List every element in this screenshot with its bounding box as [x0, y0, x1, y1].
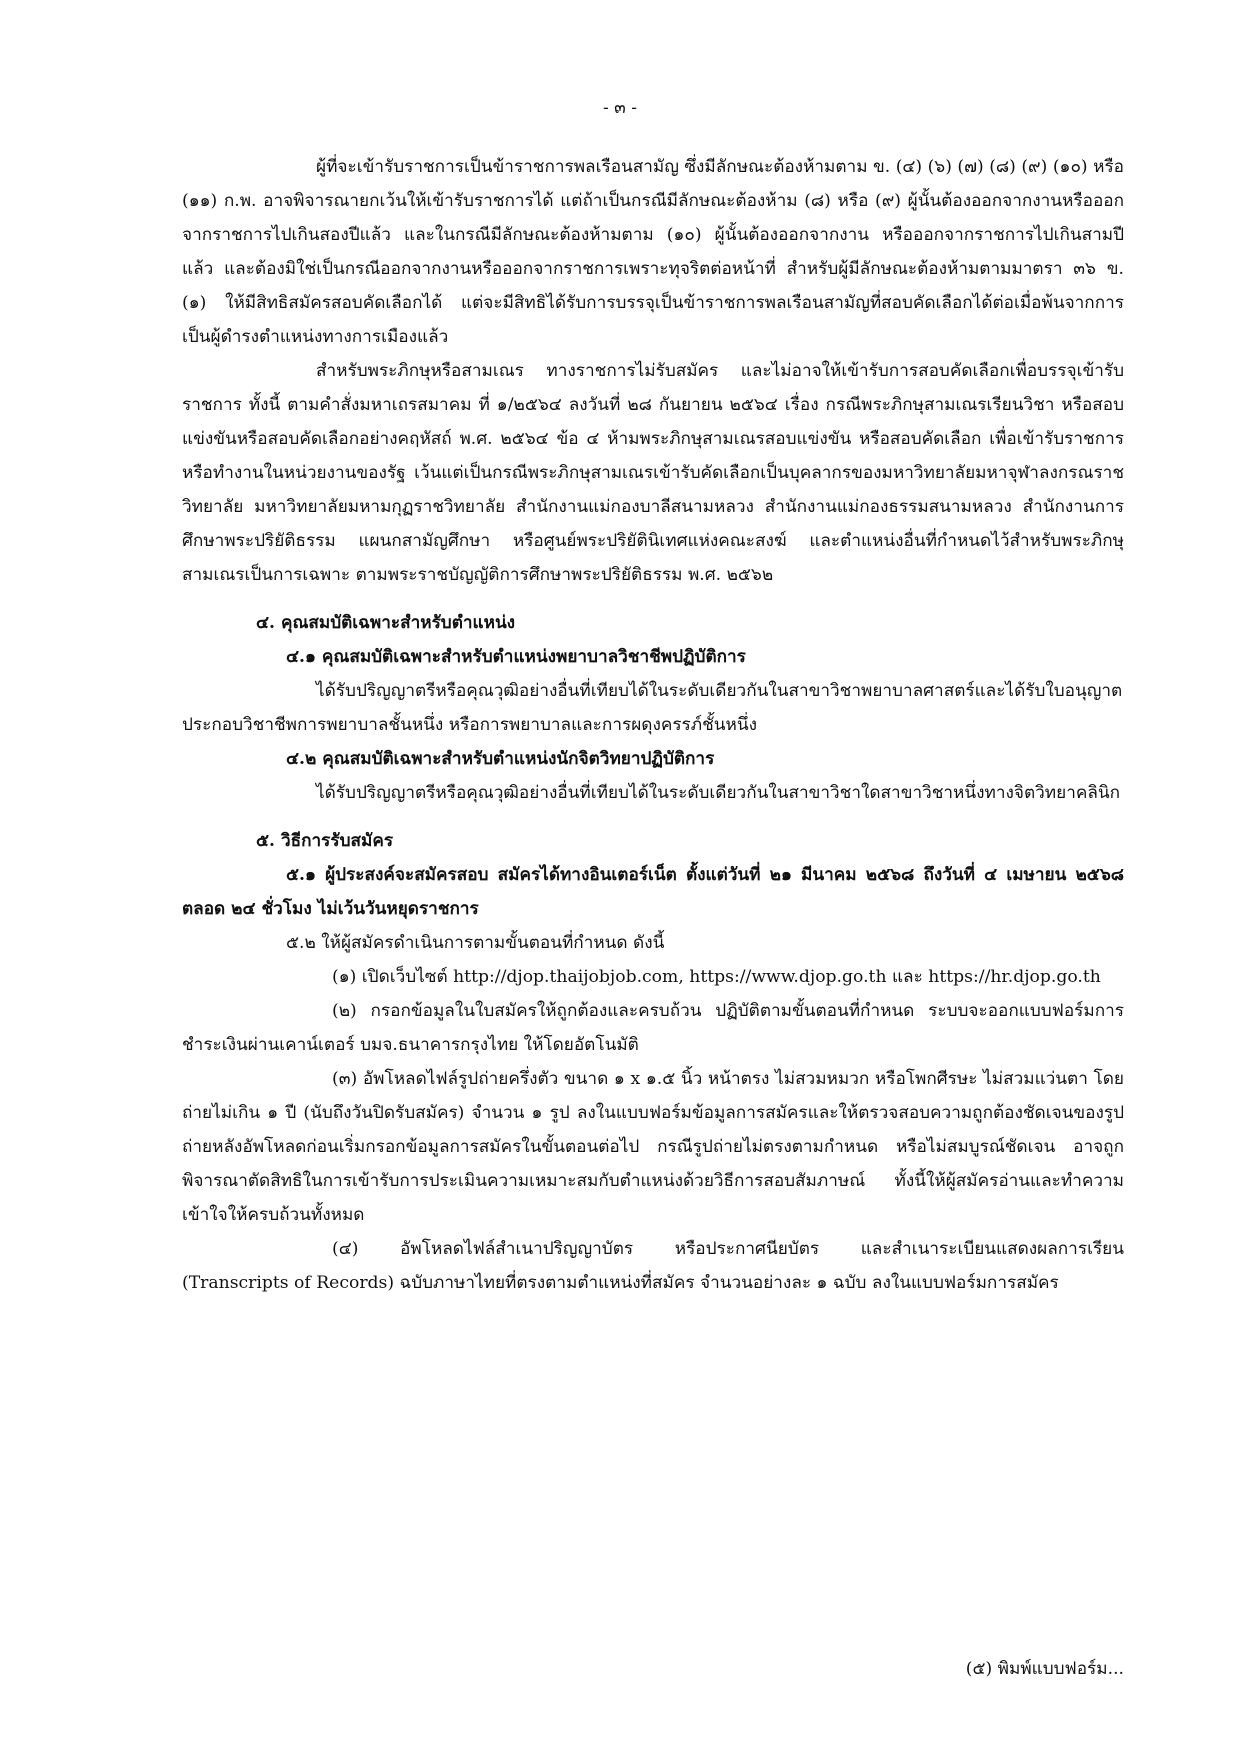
step-3-upload-photo: (๓) อัพโหลดไฟล์รูปถ่ายครึ่งตัว ขนาด ๑ x ๑.๕ นิ้ว หน้าตรง ไม่สวมหมวก หรือโพกศีรษะ ไม่สวมแว่นตา โดยถ่ายไม่เกิน ๑ ปี (นับถึงวันปิดรับสมัคร) จำนวน ๑ รูป ลงในแบบฟอร์มข้อมูลการสมัครและให้ตรวจสอบความถูกต้องชัดเจนของรูปถ่ายหลังอัพโหลดก่อนเริ่มกรอกข้อมูลการสมัครในขั้นตอนต่อไป กรณีรูปถ่ายไม่ตรงตามกำหนด หรือไม่สมบูรณ์ชัดเจน อาจถูกพิจารณาตัดสิทธิในการเข้ารับการประเมินความเหมาะสมกับตำแหน่งด้วยวิธีการสอบสัมภาษณ์ ทั้งนี้ให้ผู้สมัครอ่านและทำความเข้าใจให้ครบถ้วนทั้งหมด — [182, 1069, 1124, 1225]
section-heading-application: ๕. วิธีการรับสมัคร — [256, 831, 394, 851]
section-heading-qualifications: ๔. คุณสมบัติเฉพาะสำหรับตำแหน่ง — [256, 613, 516, 633]
paragraph-nurse-qualification: ได้รับปริญญาตรีหรือคุณวุฒิอย่างอื่นที่เทียบได้ในระดับเดียวกันในสาขาวิชาพยาบาลศาสตร์และได้รับใบอนุญาตประกอบวิชาชีพการพยาบาลชั้นหนึ่ง หรือการพยาบาลและการผดุงครรภ์ชั้นหนึ่ง — [182, 681, 1123, 735]
step-1-websites: (๑) เปิดเว็บไซต์ http://djop.thaijobjob.com, https://www.djop.go.th และ https://hr.djop.go.th — [332, 967, 1101, 987]
step-2-fill-form: (๒) กรอกข้อมูลในใบสมัครให้ถูกต้องและครบถ้วน ปฏิบัติตามขั้นตอนที่กำหนด ระบบจะออกแบบฟอร์มการชำระเงินผ่านเคาน์เตอร์ บมจ.ธนาคารกรุงไทย ให้โดยอัตโนมัติ — [182, 1001, 1124, 1055]
paragraph-psychologist-qualification: ได้รับปริญญาตรีหรือคุณวุฒิอย่างอื่นที่เทียบได้ในระดับเดียวกันในสาขาวิชาใดสาขาวิชาหนึ่งทางจิตวิทยาคลินิก — [316, 783, 1121, 803]
paragraph-application-period: ๕.๑ ผู้ประสงค์จะสมัครสอบ สมัครได้ทางอินเตอร์เน็ต ตั้งแต่วันที่ ๒๑ มีนาคม ๒๕๖๘ ถึงวันที่ ๔ เมษายน ๒๕๖๘ ตลอด ๒๔ ชั่วโมง ไม่เว้นวันหยุดราชการ — [182, 865, 1124, 919]
paragraph-application-steps: ๕.๒ ให้ผู้สมัครดำเนินการตามขั้นตอนที่กำหนด ดังนี้ — [286, 933, 665, 953]
paragraph-monks-novices: สำหรับพระภิกษุหรือสามเณร ทางราชการไม่รับสมัคร และไม่อาจให้เข้ารับการสอบคัดเลือกเพื่อบรรจุเข้ารับราชการ ทั้งนี้ ตามคำสั่งมหาเถรสมาคม ที่ ๑/๒๕๖๔ ลงวันที่ ๒๘ กันยายน ๒๕๖๔ เรื่อง กรณีพระภิกษุสามเณรเรียนวิชา หรือสอบแข่งขันหรือสอบคัดเลือกอย่างคฤหัสถ์ พ.ศ. ๒๕๖๔ ข้อ ๔ ห้ามพระภิกษุสามเณรสอบแข่งขัน หรือสอบคัดเลือก เพื่อเข้ารับราชการ หรือทำงานในหน่วยงานของรัฐ เว้นแต่เป็นกรณีพระภิกษุสามเณรเข้ารับคัดเลือกเป็นบุคลากรของมหาวิทยาลัยมหาจุฬาลงกรณราชวิทยาลัย มหาวิทยาลัยมหามกุฏราชวิทยาลัย สำนักงานแม่กองบาลีสนามหลวง สำนักงานแม่กองธรรมสนามหลวง สำนักงานการศึกษาพระปริยัติธรรม แผนกสามัญศึกษา หรือศูนย์พระปริยัตินิเทศแห่งคณะสงฆ์ และตำแหน่งอื่นที่กำหนดไว้สำหรับพระภิกษุสามเณรเป็นการเฉพาะ ตามพระราชบัญญัติการศึกษาพระปริยัติธรรม พ.ศ. ๒๕๖๒ — [182, 361, 1125, 585]
page-continuation: (๕) พิมพ์แบบฟอร์ม... — [965, 1659, 1124, 1679]
document-body — [182, 150, 1124, 1300]
page-number: - ๓ - — [603, 98, 637, 118]
step-4-upload-documents: (๔) อัพโหลดไฟล์สำเนาปริญญาบัตร หรือประกาศนียบัตร และสำเนาระเบียนแสดงผลการเรียน (Transcripts of Records) ฉบับภาษาไทยที่ตรงตามตำแหน่งที่สมัคร จำนวนอย่างละ ๑ ฉบับ ลงในแบบฟอร์มการสมัคร — [182, 1239, 1124, 1293]
paragraph-prohibited-characteristics: ผู้ที่จะเข้ารับราชการเป็นข้าราชการพลเรือนสามัญ ซึ่งมีลักษณะต้องห้ามตาม ข. (๔) (๖) (๗) (๘) (๙) (๑๐) หรือ (๑๑) ก.พ. อาจพิจารณายกเว้นให้เข้ารับราชการได้ แต่ถ้าเป็นกรณีมีลักษณะต้องห้าม (๘) หรือ (๙) ผู้นั้นต้องออกจากงานหรือออกจากราชการไปเกินสองปีแล้ว และในกรณีมีลักษณะต้องห้ามตาม (๑๐) ผู้นั้นต้องออกจากงาน หรือออกจากราชการไปเกินสามปีแล้ว และต้องมิใช่เป็นกรณีออกจากงานหรือออกจากราชการเพราะทุจริตต่อหน้าที่ สำหรับผู้มีลักษณะต้องห้ามตามมาตรา ๓๖ ข. (๑) ให้มีสิทธิสมัครสอบคัดเลือกได้ แต่จะมีสิทธิได้รับการบรรจุเป็นข้าราชการพลเรือนสามัญที่สอบคัดเลือกได้ต่อเมื่อพ้นจากการเป็นผู้ดำรงตำแหน่งทางการเมืองแล้ว — [182, 157, 1124, 347]
subsection-heading-nurse: ๔.๑ คุณสมบัติเฉพาะสำหรับตำแหน่งพยาบาลวิชาชีพปฏิบัติการ — [286, 647, 746, 667]
subsection-heading-psychologist: ๔.๒ คุณสมบัติเฉพาะสำหรับตำแหน่งนักจิตวิทยาปฏิบัติการ — [286, 749, 715, 769]
